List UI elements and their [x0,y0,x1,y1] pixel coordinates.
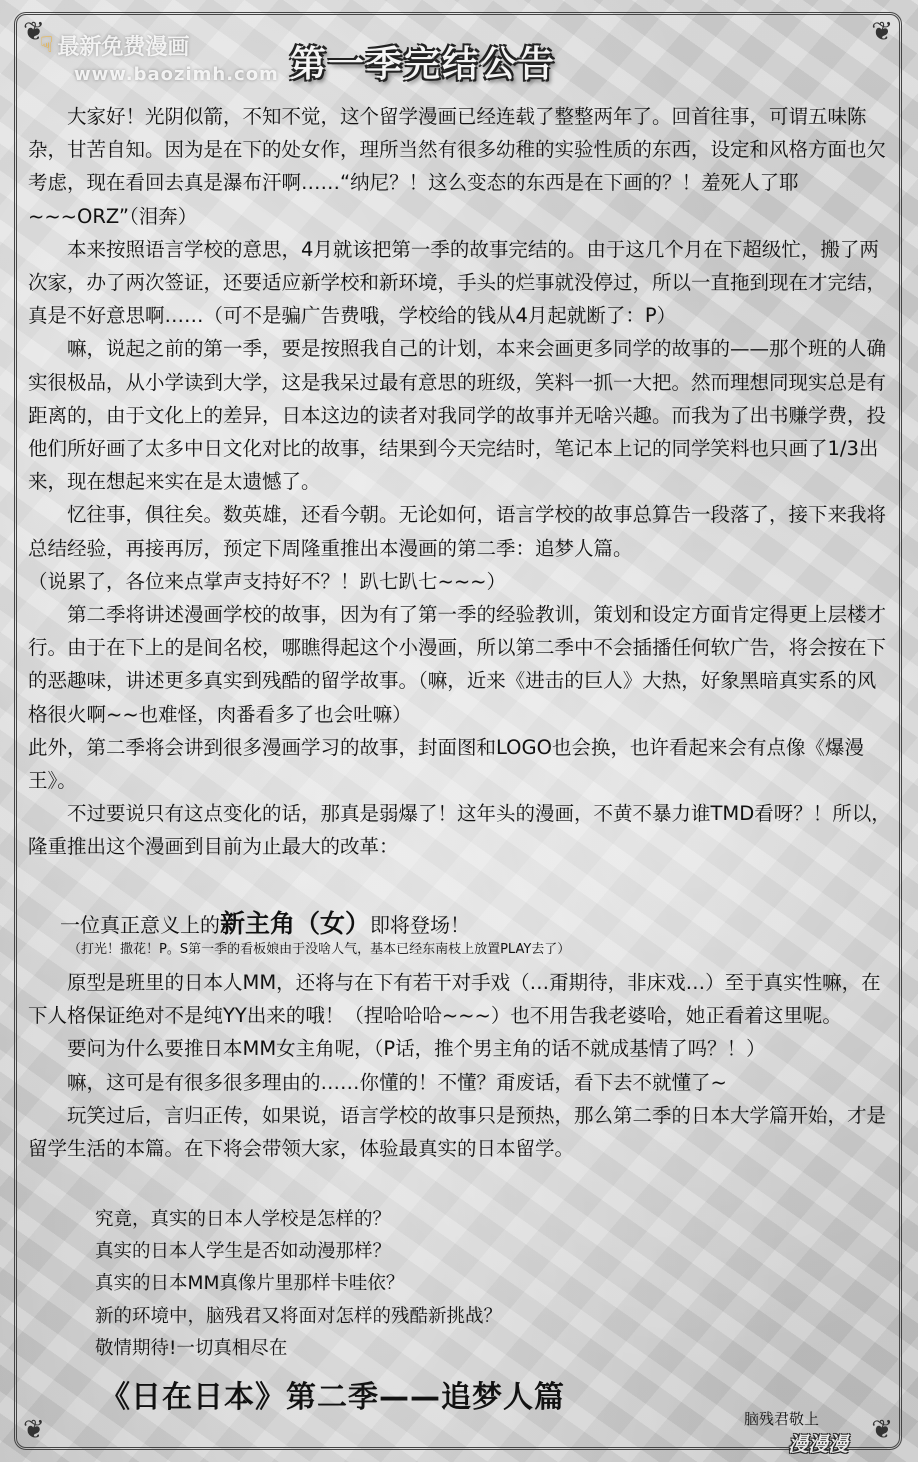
question-item: 真实的日本MM真像片里那样卡哇依？ [95,1273,405,1295]
highlight-prefix: 一位真正意义上的 [60,913,220,937]
corner-ornament-icon: ❦ [23,17,45,47]
paragraph: 玩笑过后，言归正传，如果说，语言学校的故事只是预热，那么第二季的日本大学篇开始，才是留学生活的本篇。在下将会带领大家，体验最真实的日本留学。 [28,1103,887,1161]
paragraph: 嘛，说起之前的第一季，要是按照我自己的计划，本来会画更多同学的故事的——那个班的人确实很极品，从小学读到大学，这是我呆过最有意思的班级，笑料一抓一大把。然而理想同现实总是有距离的，由于文化上的差异，日本这边的读者对我同学的故事并无啥兴趣。而我为了出书赚学费，投他们所好画了太多中日文化对比的故事，结果到今天完结时，笔记本上记的同学笑料也只画了1/3出来，现在想起来实在是太遗憾了。 [28,337,887,494]
paragraph: （说累了，各位来点掌声支持好不？！趴七趴七~~~） [28,569,507,593]
watermark-slogan: 最新免费漫画 [57,35,190,60]
page-title: 第一季完结公告 [290,44,557,85]
new-heroine-announcement [60,904,470,940]
small-note: （打光！撒花！P。S第一季的看板娘由于没啥人气，基本已经东南枝上放置PLAY去了） [68,942,571,957]
watermark-url[interactable]: www.baozimh.com [74,64,279,85]
paragraph: 第二季将讲述漫画学校的故事，因为有了第一季的经验教训，策划和设定方面肯定得更上层楼才行。由于在下上的是间名校，哪瞧得起这个小漫画，所以第二季中不会插播任何软广告，将会按在下的恶趣味，讲述更多真实到残酷的留学故事。（嘛，近来《进击的巨人》大热，好象黑暗真实系的风格很火啊~~也难怪，肉番看多了也会吐嘛） [28,603,887,726]
announcement-body-continued [28,966,892,1165]
paragraph: 本来按照语言学校的意思，4月就该把第一季的故事完结的。由于这几个月在下超级忙，搬了两次家，办了两次签证，还要适应新学校和新环境，手头的烂事就没停过，所以一直拖到现在才完结，真是不好意思啊……（可不是骗广告费哦，学校给的钱从4月起就断了：P） [28,237,887,328]
site-watermark[interactable] [40,30,290,90]
question-item: 新的环境中，脑残君又将面对怎样的残酷新挑战？ [95,1305,503,1327]
signature: 脑残君敬上 [744,1410,820,1428]
question-item: 究竟，真实的日本人学校是怎样的？ [95,1209,392,1230]
highlight-suffix: 即将登场！ [370,913,471,937]
highlight-bold: 新主角（女） [220,909,371,938]
paragraph: 此外，第二季将会讲到很多漫画学习的故事，封面图和LOGO也会换，也许看起来会有点像《爆漫王》。 [28,735,864,793]
season-two-title: 《日在日本》第二季——追梦人篇 [100,1380,565,1415]
paragraph: 原型是班里的日本人MM，还将与在下有若干对手戏（…甭期待，非床戏…）至于真实性嘛，在下人格保证绝对不是纯YY出来的哦！（捏哈哈哈~~~）也不用告我老婆哈，她正看着这里呢。 [28,971,881,1028]
question-list [95,1204,795,1365]
question-item: 敬情期待!一切真相尽在 [95,1337,288,1359]
pointing-hand-icon: ☟ [40,33,54,58]
corner-ornament-icon: ❦ [23,1415,45,1445]
paragraph: 要问为什么要推日本MM女主角呢，（P话，推个男主角的话不就成基情了吗？！） [67,1037,766,1061]
paragraph: 大家好！光阴似箭，不知不觉，这个留学漫画已经连载了整整两年了。回首往事，可谓五味陈杂，甘苦自知。因为是在下的处女作，理所当然有很多幼稚的实验性质的东西，设定和风格方面也欠考虑，现在看回去真是瀑布汗啊……“纳尼？！这么变态的东西是在下画的？！羞死人了耶~~~ORZ”（泪奔） [28,105,887,228]
announcement-body [28,100,892,864]
paragraph: 嘛，这可是有很多很多理由的……你懂的！不懂？甭废话，看下去不就懂了~ [67,1070,727,1094]
paragraph: 不过要说只有这点变化的话，那真是弱爆了！这年头的漫画，不黄不暴力谁TMD看呀？！所以，隆重推出这个漫画到目前为止最大的改革： [28,802,891,859]
paragraph: 忆往事，俱往矣。数英雄，还看今朝。无论如何，语言学校的故事总算告一段落了，接下来我将总结经验，再接再厉，预定下周隆重推出本漫画的第二季：追梦人篇。 [28,503,887,560]
site-logo: 漫漫漫 [788,1432,848,1456]
question-item: 真实的日本人学生是否如动漫那样？ [95,1241,392,1263]
corner-ornament-icon: ❦ [871,17,893,47]
corner-ornament-icon: ❦ [871,1415,893,1445]
